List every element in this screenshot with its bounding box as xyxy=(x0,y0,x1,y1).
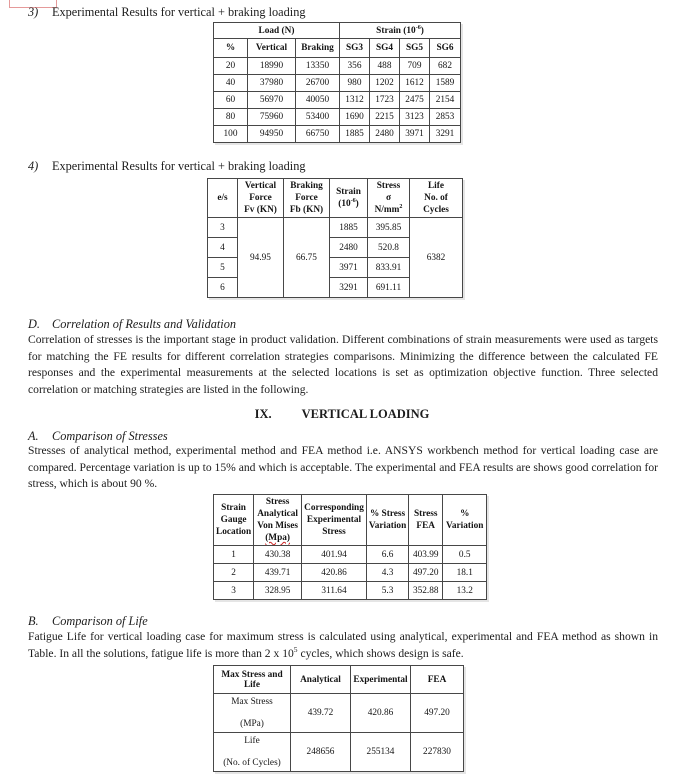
cell: 255134 xyxy=(351,733,411,772)
cell: 497.20 xyxy=(409,564,443,582)
cell: 248656 xyxy=(291,733,351,772)
cell: 40 xyxy=(214,75,248,92)
cell: 60 xyxy=(214,92,248,109)
stress-comparison-table xyxy=(213,494,487,600)
cell: 13350 xyxy=(296,58,340,75)
strain-unit-end: ) xyxy=(355,199,359,210)
cell: 80 xyxy=(214,109,248,126)
cell: 1723 xyxy=(370,92,400,109)
section-a-heading xyxy=(28,429,168,444)
strain-group-header xyxy=(340,23,461,39)
table-row xyxy=(214,75,461,92)
header-stress xyxy=(368,179,410,218)
cell: 497.20 xyxy=(411,694,464,733)
cell: 1885 xyxy=(340,126,370,143)
life-value: 6382 xyxy=(410,218,463,298)
section-a-paragraph: Stresses of analytical method, experimental method and FEA method i.e. ANSYS workbench method for vertical loading case are compared. Percentage variation is up to 15% and which is acceptable. The experimental and FEA results are shows good correlation for stress, which is about 90 %. xyxy=(28,444,658,491)
section-a-number: A. xyxy=(28,429,39,443)
label-unit: (No. of Cycles) xyxy=(223,757,281,768)
cell: 18990 xyxy=(248,58,296,75)
force-life-table xyxy=(207,178,463,298)
cell: 2480 xyxy=(370,126,400,143)
cell: 1202 xyxy=(370,75,400,92)
label-line: Max Stress xyxy=(231,697,273,708)
cell: 2475 xyxy=(400,92,430,109)
col-header-percent: % xyxy=(214,39,248,58)
load-group-header: Load (N) xyxy=(214,23,340,39)
col-header-braking: Braking xyxy=(296,39,340,58)
cell: 1 xyxy=(214,546,254,564)
section-3-number: 3) xyxy=(28,5,39,19)
cell: 4.3 xyxy=(366,564,408,582)
cell: 56970 xyxy=(248,92,296,109)
table-header-row xyxy=(214,495,487,546)
header-unit xyxy=(256,532,299,544)
header-vertical-force xyxy=(238,179,284,218)
stress-unit-exponent: 2 xyxy=(399,204,403,211)
cell: 439.72 xyxy=(291,694,351,733)
cell: 439.71 xyxy=(254,564,302,582)
table-header-row xyxy=(214,666,464,694)
header-analytical: Analytical xyxy=(291,666,351,694)
table-row xyxy=(214,126,461,143)
strain-unit-exponent: -6 xyxy=(350,198,356,205)
cell: 4 xyxy=(208,238,238,258)
cell: 328.95 xyxy=(254,582,302,600)
label-line: Life xyxy=(244,736,260,747)
header-strain xyxy=(330,179,368,218)
header-line: Stress Analytical Von Mises xyxy=(257,497,299,532)
stress-unit-base: N/mm xyxy=(374,205,400,216)
cell: 709 xyxy=(400,58,430,75)
cell: 3291 xyxy=(430,126,461,143)
cell: 1690 xyxy=(340,109,370,126)
paragraph-text: Fatigue Life for vertical loading case for maximum stress is calculated using analytical, experimental and FEA method as shown in Table. In all the solutions, fatigue life is more than 2 x 10 xyxy=(28,630,658,660)
table-row xyxy=(214,582,487,600)
cell: 13.2 xyxy=(443,582,487,600)
table-header-row xyxy=(208,179,463,218)
cell: 691.11 xyxy=(368,278,410,298)
header-experimental-stress: Corresponding Experimental Stress xyxy=(302,495,367,546)
table-row xyxy=(214,92,461,109)
table-column-header-row xyxy=(214,39,461,58)
section-a-title: Comparison of Stresses xyxy=(52,429,168,443)
section-4-number: 4) xyxy=(28,159,39,173)
load-strain-table xyxy=(213,22,461,143)
cell: 66750 xyxy=(296,126,340,143)
section-d-heading xyxy=(28,317,236,332)
row-label-max-stress xyxy=(214,694,291,733)
table-row xyxy=(214,546,487,564)
cell: 18.1 xyxy=(443,564,487,582)
cell: 2 xyxy=(214,564,254,582)
strain-header-exponent: -6 xyxy=(415,24,421,31)
cell: 2215 xyxy=(370,109,400,126)
section-3-title: Experimental Results for vertical + braking loading xyxy=(52,5,306,19)
section-4-heading xyxy=(28,159,306,174)
col-header-sg5: SG5 xyxy=(400,39,430,58)
cell: 356 xyxy=(340,58,370,75)
cell: 40050 xyxy=(296,92,340,109)
header-variation: % Variation xyxy=(443,495,487,546)
section-d-paragraph: Correlation of stresses is the important stage in product validation. Different combinations of strain measurements were used as targets for matching the FE results for different correlation strategies comparisons. Minimizing the difference between the calculated FE responses and the experimental measurements at the selected locations is set as optimization objective function. Three selected correlation or matching strategies are listed in the following. xyxy=(28,333,658,396)
label-unit: (MPa) xyxy=(240,718,264,729)
cell: 420.86 xyxy=(351,694,411,733)
header-line: Life xyxy=(427,181,444,191)
cell: 3 xyxy=(214,582,254,600)
vertical-force-value: 94.95 xyxy=(238,218,284,298)
cell: 5 xyxy=(208,258,238,278)
cell: 311.64 xyxy=(302,582,367,600)
strain-header-base: Strain (10 xyxy=(376,25,416,36)
strain-header-end: ) xyxy=(420,25,424,36)
header-line: Strain xyxy=(336,187,361,198)
cell: 2853 xyxy=(430,109,461,126)
cell: 3971 xyxy=(400,126,430,143)
header-analytical-stress xyxy=(254,495,302,546)
section-b-paragraph xyxy=(28,629,658,662)
cell: 6 xyxy=(208,278,238,298)
section-3-heading xyxy=(28,5,306,20)
cell: 227830 xyxy=(411,733,464,772)
cell: 6.6 xyxy=(366,546,408,564)
col-header-sg3: SG3 xyxy=(340,39,370,58)
cell: 1885 xyxy=(330,218,368,238)
cell: 420.86 xyxy=(302,564,367,582)
table-group-header-row xyxy=(214,23,461,39)
braking-force-value: 66.75 xyxy=(284,218,330,298)
header-gauge-location: Strain Gauge Location xyxy=(214,495,254,546)
cell: 403.99 xyxy=(409,546,443,564)
cell: 100 xyxy=(214,126,248,143)
cell: 75960 xyxy=(248,109,296,126)
col-header-vertical: Vertical xyxy=(248,39,296,58)
header-line: Braking xyxy=(290,181,323,191)
cell: 26700 xyxy=(296,75,340,92)
cell: 682 xyxy=(430,58,461,75)
cell: 833.91 xyxy=(368,258,410,278)
row-label-life xyxy=(214,733,291,772)
header-es: e/s xyxy=(208,179,238,218)
cell: 3971 xyxy=(330,258,368,278)
strain-unit-base: (10 xyxy=(338,199,351,210)
header-stress-variation: % Stress Variation xyxy=(366,495,408,546)
cell: 401.94 xyxy=(302,546,367,564)
cell: 3291 xyxy=(330,278,368,298)
cell: 0.5 xyxy=(443,546,487,564)
cell: 53400 xyxy=(296,109,340,126)
table-row xyxy=(208,218,463,238)
col-header-sg6: SG6 xyxy=(430,39,461,58)
chapter-number: IX. xyxy=(254,407,272,421)
cell: 395.85 xyxy=(368,218,410,238)
header-experimental: Experimental xyxy=(351,666,411,694)
section-b-title: Comparison of Life xyxy=(52,614,148,628)
header-stress-fea: Stress FEA xyxy=(409,495,443,546)
cell: 2154 xyxy=(430,92,461,109)
header-line xyxy=(332,198,365,210)
chapter-title: VERTICAL LOADING xyxy=(301,407,430,421)
section-d-number: D. xyxy=(28,317,40,331)
section-d-title: Correlation of Results and Validation xyxy=(52,317,237,331)
header-line: No. of Cycles xyxy=(423,193,449,216)
cell: 520.8 xyxy=(368,238,410,258)
mpa-unit-misspelled: (Mpa) xyxy=(265,533,290,544)
max-stress-life-table xyxy=(213,665,464,772)
cell: 5.3 xyxy=(366,582,408,600)
exponent: 5 xyxy=(293,644,298,654)
table-row xyxy=(214,733,464,772)
cell: 94950 xyxy=(248,126,296,143)
header-life xyxy=(410,179,463,218)
cell: 37980 xyxy=(248,75,296,92)
table-row xyxy=(214,58,461,75)
section-b-number: B. xyxy=(28,614,39,628)
header-line: Force xyxy=(295,193,318,204)
cell: 1312 xyxy=(340,92,370,109)
header-line: Vertical xyxy=(244,181,277,191)
cell: 3 xyxy=(208,218,238,238)
header-braking-force xyxy=(284,179,330,218)
section-4-title: Experimental Results for vertical + braking loading xyxy=(52,159,306,173)
section-b-heading xyxy=(28,614,148,629)
cell: 352.88 xyxy=(409,582,443,600)
cell: 430.38 xyxy=(254,546,302,564)
sigma-symbol: σ xyxy=(385,193,392,204)
paragraph-text: cycles, which shows design is safe. xyxy=(297,646,464,660)
header-line: Stress xyxy=(376,181,401,191)
cell: 20 xyxy=(214,58,248,75)
chapter-ix-heading xyxy=(0,407,684,422)
header-line: Fv (KN) xyxy=(244,205,277,216)
cell: 3123 xyxy=(400,109,430,126)
cell: 1589 xyxy=(430,75,461,92)
cell: 980 xyxy=(340,75,370,92)
table-row xyxy=(214,694,464,733)
cell: 2480 xyxy=(330,238,368,258)
header-line xyxy=(370,204,407,216)
header-line: Force xyxy=(249,193,272,204)
header-fea: FEA xyxy=(411,666,464,694)
cell: 488 xyxy=(370,58,400,75)
header-max-stress-life: Max Stress and Life xyxy=(214,666,291,694)
table-row xyxy=(214,564,487,582)
col-header-sg4: SG4 xyxy=(370,39,400,58)
header-line: Fb (KN) xyxy=(289,205,324,216)
table-row xyxy=(214,109,461,126)
cell: 1612 xyxy=(400,75,430,92)
